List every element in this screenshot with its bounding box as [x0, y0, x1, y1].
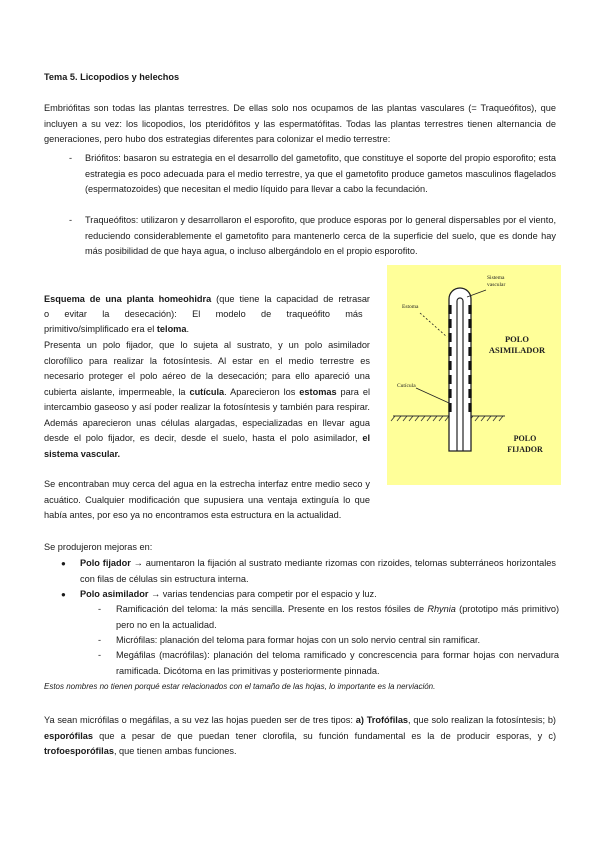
label-polo-fijador-2: FIJADOR [507, 445, 543, 454]
teloma-stem [449, 288, 471, 451]
diagram-svg [387, 265, 561, 485]
sub-microfilas: Micrófilas: planación del teloma para formar hojas con un solo nervio central sin ramificar. [116, 635, 481, 645]
schema-body-3: para el intercambio gaseoso y así poder realizar la fotosíntesis y también para respirar. Además aparecieron unas células alargadas, especializadas en llevar agua desde el polo fijador, es decir, desde el suelo, hasta el polo asimilador, [44, 386, 370, 443]
polo-fijador-term: Polo fijador [80, 558, 131, 568]
rhynia-term: Rhynia [427, 604, 456, 614]
improvements-intro: Se produjeron mejoras en: [44, 542, 153, 552]
label-sistema-1: Sistema [487, 275, 505, 281]
leaves-text-3: que a pesar de que puedan tener clorofila, su función fundamental es la de producir esporas, y c) [93, 730, 556, 741]
schema-body-1: Presenta un polo fijador, que lo sujeta al sustrato, y un polo asimilador clorofílico para realizar la fotosíntesis. Al estar en el medio terrestre es necesario proteger el polo aéreo de la desecación; para ello apareció una cubierta aislante, impermeable, la [44, 340, 370, 397]
schema-heading: Esquema de una planta homeohidra [44, 294, 212, 304]
leaves-a: a) [355, 715, 367, 725]
polo-fijador-text: → aumentaron la fijación al sustrato mediante rizomas con rizoides, telomas subterráneos horizontales con filas de células sin estructura interna. [80, 558, 556, 584]
sub-ramificacion [116, 602, 559, 633]
arrow-estoma [420, 313, 447, 337]
schema-line-3-end: . [186, 324, 190, 334]
trofoesporofilas-term: trofoesporófilas [44, 746, 114, 756]
homeohidra-diagram [387, 265, 561, 485]
soil-hatching [391, 416, 503, 421]
strategy-briofitos: Briófitos: basaron su estrategia en el desarrollo del gametofito, que constituye el soporte del propio esporofito; esta estrategia es poco adecuada para el medio terrestre, ya que el gametofito produce gametos masculinos flagelados (espermatozoides) que necesitan el medio líquido para llevar a cabo la fecundación. [85, 153, 556, 194]
strategy-traqueofitos: Traqueófitos: utilizaron y desarrollaron el esporofito, que produce esporas por lo general dispersables por el viento, reduciendo considerablemente el gametofito para mantenerlo cerca de la superficie del suelo, que es donde hay más posibilidad de que haya agua, o incluso albergándolo en el propio esporofito. [85, 215, 556, 256]
leaves-text-4: , que tienen ambas funciones. [113, 746, 237, 756]
schema-heading-rest: (que tiene la capacidad de retrasar [211, 294, 370, 304]
label-sistema-2: vascular [487, 282, 506, 288]
improvement-polo-asimilador [80, 587, 556, 603]
intro-paragraph: Embriófitas son todas las plantas terrestres. De ellas solo nos ocupamos de las plantas vasculares (= Traqueófitos), que incluyen a su vez: los licopodios, los pteridófitos y las espermatófitas. Todas las plantas terrestres tienen alternancia de generaciones, pero hubo dos estrategias diferentes para colonizar el medio terrestre: [44, 103, 556, 144]
estomas-term: estomas [299, 386, 337, 397]
cuticula-term: cutícula [189, 386, 225, 397]
label-polo-asimilador-2: ASIMILADOR [488, 345, 546, 355]
label-polo-fijador-1: POLO [513, 434, 537, 443]
schema-after-text: Se encontraban muy cerca del agua en la estrecha interfaz entre medio seco y acuático. Cualquier modificación que supusiera una ventaja extinguía lo que había antes, por eso ya no encontramos esta estructura en la actualidad. [44, 479, 370, 520]
schema-heading-line [44, 292, 370, 308]
schema-body-2: . Aparecieron los [224, 386, 300, 397]
sub-megafilas: Megáfilas (macrófilas): planación del teloma ramificado y concrescencia para formar hojas con nervadura ramificada. Dicótoma en las primitivas y posteriormente pinnada. [116, 650, 559, 676]
sub-dash: - [98, 635, 102, 645]
bullet-icon: ● [61, 559, 66, 568]
italic-note: Estos nombres no tienen porqué estar relacionados con el tamaño de las hojas, lo importante es la nerviación. [44, 682, 436, 691]
polo-asimilador-text: → varias tendencias para competir por el espacio y luz. [148, 589, 377, 599]
sub-ramificacion-text: Ramificación del teloma: la más sencilla. Presente en los restos fósiles de [116, 604, 428, 614]
leaves-text-2: , que solo realizan la fotosíntesis; b) [408, 715, 556, 725]
schema-body [44, 338, 370, 462]
strategy-dash: - [69, 153, 73, 163]
sistema-vascular-term: el sistema vascular. [44, 433, 370, 459]
bullet-icon: ● [61, 590, 66, 599]
esporofilas-term: esporófilas [44, 730, 94, 741]
leaves-paragraph [44, 713, 556, 760]
sub-dash: - [98, 604, 102, 614]
teloma-term: teloma [156, 324, 187, 334]
sub-dash: - [98, 650, 102, 660]
page-title: Tema 5. Licopodios y helechos [44, 72, 180, 82]
schema-line-2: o evitar la desecación): El modelo de traqueófito más [44, 309, 363, 319]
label-cuticula: Cutícula [397, 383, 416, 389]
schema-after-1 [44, 477, 370, 524]
leaves-text-1: Ya sean micrófilas o megáfilas, a su vez las hojas pueden ser de tres tipos: [44, 715, 356, 725]
strategy-dash: - [69, 215, 73, 225]
trofofilas-term: Trofófilas [366, 715, 409, 725]
sub-ramificacion-end: (prototipo más primitivo) pero no en la actualidad. [116, 604, 560, 630]
label-polo-asimilador-1: POLO [504, 334, 530, 344]
arrow-cuticula [416, 388, 449, 403]
label-estoma: Estoma [402, 304, 419, 310]
improvement-polo-fijador [80, 556, 556, 587]
polo-asimilador-term: Polo asimilador [80, 589, 149, 599]
schema-line-3 [44, 322, 370, 338]
schema-line-3-text: primitivo/simplificado era el [44, 324, 157, 334]
